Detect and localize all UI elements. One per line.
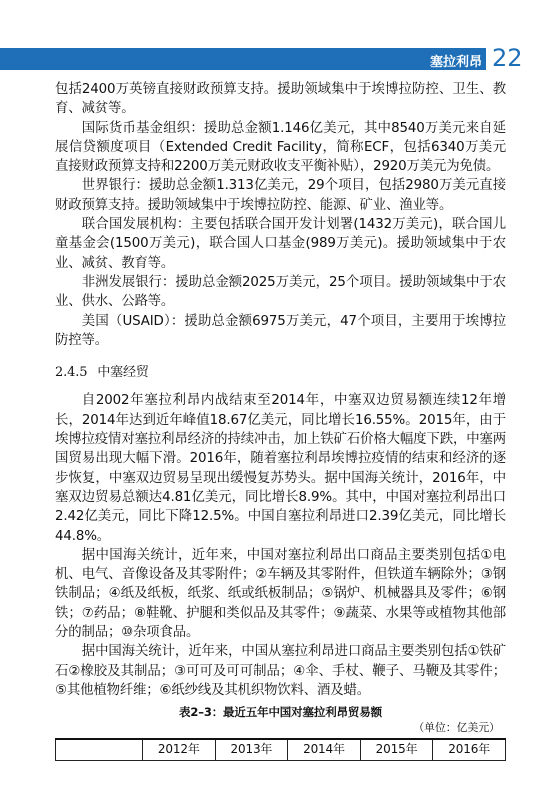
paragraph-trade-overview: 自2002年塞拉利昂内战结束至2014年，中塞双边贸易额连续12年增长，2014年达到近年峰值18.67亿美元，同比增长16.55%。2015年，由于埃博拉疫情对塞拉利昂经济的持续冲击，加上铁矿石价格大幅度下跌，中塞两国贸易出现大幅下滑。2016年，随着塞拉利昂埃博拉疫情的结束和经济的逐步恢复，中塞双边贸易呈现出缓慢复苏势头。据中国海关统计，2016年，中塞双边贸易总额达4.81亿美元，同比增长8.9%。其中，中国对塞拉利昂出口2.42亿美元，同比下降12.5%。中国自塞拉利昂进口2.39亿美元，同比增长44.8%。: [55, 393, 506, 544]
trade-table: [55, 738, 506, 760]
paragraph-uk-aid-cont: 包括2400万英镑直接财政预算支持。援助领域集中于埃博拉防控、卫生、教育、减贫等。: [55, 82, 506, 117]
paragraph-world-bank: 世界银行：援助总金额1.313亿美元，29个项目，包括2980万美元直接财政预算支持。援助领域集中于埃博拉防控、能源、矿业、渔业等。: [55, 178, 506, 213]
paragraph-export-categories: 据中国海关统计，近年来，中国对塞拉利昂出口商品主要类别包括①电机、电气、音像设备及其零附件；②车辆及其零附件，但铁道车辆除外；③钢铁制品；④纸及纸板，纸浆、纸或纸板制品；⑤锅炉、机械器具及零件；⑥钢铁；⑦药品；⑧鞋靴、护腿和类似品及其零件；⑨蔬菜、水果等或植物其他部分的制品；⑩杂项食品。: [55, 547, 506, 641]
table-unit: （单位：亿美元）: [413, 721, 500, 735]
paragraph-usaid: 美国（USAID）：援助总金额6975万美元，47个项目，主要用于埃博拉防控等。: [55, 313, 506, 348]
paragraph-afdb: 非洲发展银行：援助总金额2025万美元，25个项目。援助领域集中于农业、供水、公路等。: [55, 274, 506, 310]
table-year-cell: 2014年: [288, 739, 361, 760]
table-header-row: [56, 739, 506, 760]
table-caption: 表2–3：最近五年中国对塞拉利昂贸易额: [179, 705, 382, 720]
page-number: 22: [492, 44, 523, 72]
paragraph-import-categories: 据中国海关统计，近年来，中国从塞拉利昂进口商品主要类别包括①铁矿石②橡胶及其制品；③可可及可可制品；④伞、手杖、鞭子、马鞭及其零件；⑤其他植物纤维；⑥纸纱线及其机织物饮料、酒及蜡。: [55, 644, 506, 698]
paragraph-imf: 国际货币基金组织：援助总金额1.146亿美元，其中8540万美元来自延展信贷额度项目（Extended Credit Facility，简称ECF，包括6340万美元直接财政预算支持和2200万美元财政收支平衡补贴），2920万美元为免债。: [55, 120, 506, 175]
table-year-cell: 2016年: [433, 739, 506, 760]
table-corner-cell: [56, 739, 143, 760]
paragraph-un-agencies: 联合国发展机构：主要包括联合国开发计划署(1432万美元)，联合国儿童基金会(1500万美元)，联合国人口基金(989万美元)。援助领域集中于农业、减贫、教育等。: [55, 217, 506, 271]
table-year-cell: 2012年: [143, 739, 216, 760]
table-year-cell: 2013年: [215, 739, 288, 760]
header-title: 塞拉利昂: [429, 55, 482, 70]
table-year-cell: 2015年: [360, 739, 433, 760]
section-heading: [55, 363, 506, 382]
section-title: 中塞经贸: [97, 365, 149, 381]
page-content: [55, 80, 506, 761]
section-number: 2.4.5: [55, 365, 88, 381]
